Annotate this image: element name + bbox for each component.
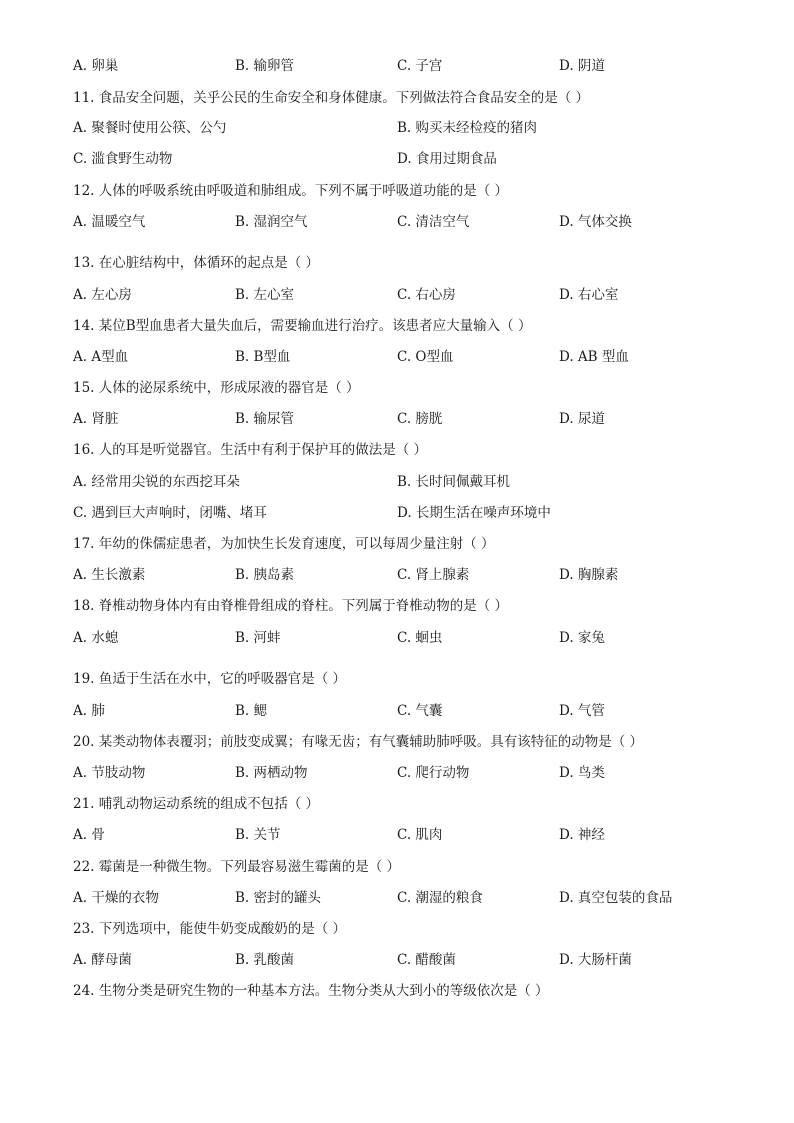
answer-option: A. 酵母菌 bbox=[73, 952, 132, 968]
question-stem: 12. 人体的呼吸系统由呼吸道和肺组成。下列不属于呼吸道功能的是（ ） bbox=[73, 183, 509, 199]
question-stem: 15. 人体的泌尿系统中，形成尿液的器官是（ ） bbox=[73, 380, 360, 396]
question-stem: 19. 鱼适于生活在水中，它的呼吸器官是（ ） bbox=[73, 671, 347, 687]
answer-option: A. 节肢动物 bbox=[73, 765, 146, 781]
answer-option: D. 气体交换 bbox=[559, 214, 632, 230]
question-stem: 13. 在心脏结构中，体循环的起点是（ ） bbox=[73, 255, 320, 271]
answer-option: B. 两栖动物 bbox=[235, 765, 308, 781]
question-stem: 24. 生物分类是研究生物的一种基本方法。生物分类从大到小的等级依次是（ ） bbox=[73, 983, 549, 999]
answer-option: A. 卵巢 bbox=[73, 58, 119, 74]
answer-option: C. O型血 bbox=[397, 349, 454, 365]
answer-option: D. 右心室 bbox=[559, 287, 619, 303]
answer-option: C. 肾上腺素 bbox=[397, 567, 470, 583]
answer-option: D. 真空包装的食品 bbox=[559, 890, 673, 906]
answer-option: D. 气管 bbox=[559, 703, 605, 719]
answer-option: C. 肌肉 bbox=[397, 827, 443, 843]
answer-option: C. 气囊 bbox=[397, 703, 443, 719]
answer-option: A. 水螅 bbox=[73, 630, 119, 646]
answer-option: B. 乳酸菌 bbox=[235, 952, 295, 968]
answer-option: A. 肾脏 bbox=[73, 411, 119, 427]
answer-option: C. 遇到巨大声响时，闭嘴、堵耳 bbox=[73, 505, 267, 521]
question-stem: 14. 某位B型血患者大量失血后，需要输血进行治疗。该患者应大量输入（ ） bbox=[73, 318, 532, 334]
answer-option: A. 左心房 bbox=[73, 287, 132, 303]
answer-option: C. 滥食野生动物 bbox=[73, 151, 173, 167]
answer-option: C. 爬行动物 bbox=[397, 765, 470, 781]
question-stem: 23. 下列选项中，能使牛奶变成酸奶的是（ ） bbox=[73, 921, 347, 937]
answer-option: C. 清洁空气 bbox=[397, 214, 470, 230]
answer-option: A. 温暖空气 bbox=[73, 214, 146, 230]
answer-option: B. 胰岛素 bbox=[235, 567, 295, 583]
answer-option: B. 购买未经检疫的猪肉 bbox=[397, 120, 538, 136]
answer-option: A. 肺 bbox=[73, 703, 105, 719]
answer-option: D. 神经 bbox=[559, 827, 605, 843]
answer-option: A. 经常用尖锐的东西挖耳朵 bbox=[73, 474, 240, 490]
answer-option: A. 生长激素 bbox=[73, 567, 146, 583]
answer-option: A. A型血 bbox=[73, 349, 129, 365]
answer-option: B. 左心室 bbox=[235, 287, 295, 303]
question-stem: 18. 脊椎动物身体内有由脊椎骨组成的脊柱。下列属于脊椎动物的是（ ） bbox=[73, 598, 509, 614]
answer-option: B. 输尿管 bbox=[235, 411, 295, 427]
answer-option: B. 输卵管 bbox=[235, 58, 295, 74]
answer-option: C. 膀胱 bbox=[397, 411, 443, 427]
answer-option: D. 鸟类 bbox=[559, 765, 605, 781]
answer-option: B. 鳃 bbox=[235, 703, 268, 719]
answer-option: D. 大肠杆菌 bbox=[559, 952, 632, 968]
answer-option: D. AB 型血 bbox=[559, 349, 629, 365]
answer-option: B. 密封的罐头 bbox=[235, 890, 322, 906]
answer-option: C. 蛔虫 bbox=[397, 630, 443, 646]
question-stem: 22. 霉菌是一种微生物。下列最容易滋生霉菌的是（ ） bbox=[73, 859, 401, 875]
answer-option: B. B型血 bbox=[235, 349, 291, 365]
question-stem: 21. 哺乳动物运动系统的组成不包括（ ） bbox=[73, 796, 320, 812]
answer-option: C. 子宫 bbox=[397, 58, 443, 74]
answer-option: B. 长时间佩戴耳机 bbox=[397, 474, 511, 490]
answer-option: D. 阴道 bbox=[559, 58, 605, 74]
answer-option: A. 干燥的衣物 bbox=[73, 890, 159, 906]
question-stem: 16. 人的耳是听觉器官。生活中有利于保护耳的做法是（ ） bbox=[73, 442, 428, 458]
answer-option: D. 家兔 bbox=[559, 630, 605, 646]
question-stem: 11. 食品安全问题，关乎公民的生命安全和身体健康。下列做法符合食品安全的是（ ） bbox=[73, 90, 590, 106]
answer-option: C. 潮湿的粮食 bbox=[397, 890, 483, 906]
answer-option: D. 尿道 bbox=[559, 411, 605, 427]
answer-option: D. 胸腺素 bbox=[559, 567, 619, 583]
answer-option: A. 骨 bbox=[73, 827, 105, 843]
answer-option: C. 醋酸菌 bbox=[397, 952, 456, 968]
answer-option: D. 食用过期食品 bbox=[397, 151, 497, 167]
answer-option: D. 长期生活在噪声环境中 bbox=[397, 505, 551, 521]
question-stem: 20. 某类动物体表覆羽；前肢变成翼；有喙无齿；有气囊辅助肺呼吸。具有该特征的动物是（ ） bbox=[73, 734, 644, 750]
answer-option: B. 河蚌 bbox=[235, 630, 281, 646]
answer-option: B. 湿润空气 bbox=[235, 214, 308, 230]
answer-option: B. 关节 bbox=[235, 827, 281, 843]
answer-option: A. 聚餐时使用公筷、公勺 bbox=[73, 120, 227, 136]
answer-option: C. 右心房 bbox=[397, 287, 456, 303]
question-stem: 17. 年幼的侏儒症患者，为加快生长发育速度，可以每周少量注射（ ） bbox=[73, 536, 495, 552]
